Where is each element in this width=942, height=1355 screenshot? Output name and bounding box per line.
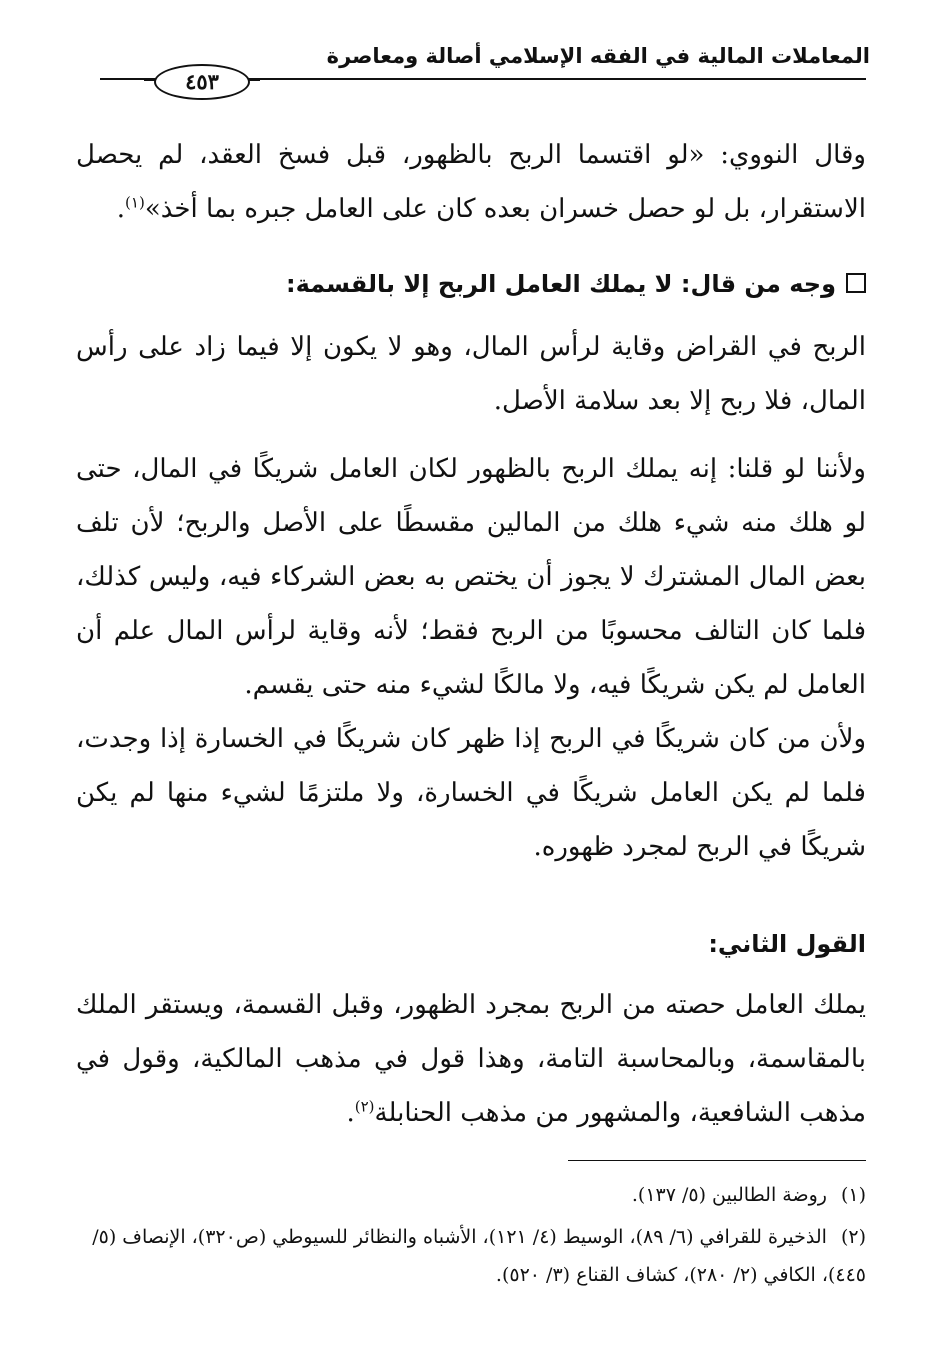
footnote-ref-1: (١)	[125, 193, 145, 212]
section-heading	[76, 264, 866, 304]
running-header-title: المعاملات المالية في الفقه الإسلامي أصالة ومعاصرة	[326, 44, 870, 68]
footnote-2	[76, 1218, 866, 1294]
paragraph-second-opinion	[76, 978, 866, 1140]
paragraph-text: يملك العامل حصته من الربح بمجرد الظهور، وقبل القسمة، ويستقر الملك بالمقاسمة، وبالمحاسبة التامة، وهذا قول في مذهب المالكية، وقول في مذهب الشافعية، والمشهور من مذهب الحنابلة	[76, 990, 866, 1128]
paragraph-end: .	[116, 194, 126, 224]
second-opinion-heading: القول الثاني:	[708, 930, 866, 958]
paragraph-text: وقال النووي: «لو اقتسما الربح بالظهور، قبل فسخ العقد، لم يحصل الاستقرار، بل لو حصل خسران بعده كان على العامل جبره بما أخذ»	[76, 140, 866, 224]
page-number-badge: ٤٥٣	[154, 64, 250, 100]
footnote-separator	[568, 1160, 866, 1161]
footnote-number: (٢)	[840, 1226, 866, 1248]
paragraph-partnership-argument: ولأننا لو قلنا: إنه يملك الربح بالظهور لكان العامل شريكًا في المال، حتى لو هلك منه شيء هلك من المالين مقسطًا على الأصل والربح؛ لأن تلف بعض المال المشترك لا يجوز أن يختص به بعض الشركاء فيه، وليس كذلك، فلما كان التالف محسوبًا من الربح فقط؛ لأنه وقاية لرأس المال علم أن العامل لم يكن شريكًا فيه، ولا مالكًا لشيء منه حتى يقسم.	[76, 454, 866, 700]
footnote-1	[76, 1176, 866, 1214]
footnote-text: روضة الطالبين (٥/ ١٣٧).	[631, 1184, 827, 1206]
paragraph-end: .	[346, 1098, 355, 1128]
paragraph-loss-argument: ولأن من كان شريكًا في الربح إذا ظهر كان شريكًا في الخسارة إذا وجدت، فلما لم يكن العامل شريكًا في الخسارة، ولا ملتزمًا لشيء منها لم يكن شريكًا في الربح لمجرد ظهوره.	[76, 724, 866, 862]
footnote-ref-2: (٢)	[354, 1097, 375, 1116]
footnote-text: الذخيرة للقرافي (٦/ ٨٩)، الوسيط (٤/ ١٢١)، الأشباه والنظائر للسيوطي (ص٣٢٠)، الإنصاف (٥/ ٤٤٥)، الكافي (٢/ ٢٨٠)، كشاف القناع (٣/ ٥٢٠).	[92, 1226, 866, 1286]
footnote-number: (١)	[840, 1184, 866, 1206]
section-heading-text: وجه من قال: لا يملك العامل الربح إلا بالقسمة:	[286, 270, 836, 298]
square-bullet-icon	[846, 273, 866, 293]
paragraph-profit-protection: الربح في القراض وقاية لرأس المال، وهو لا يكون إلا فيما زاد على رأس المال، فلا ربح إلا بعد سلامة الأصل.	[76, 332, 866, 416]
paragraph-nawawi-quote	[76, 128, 866, 236]
